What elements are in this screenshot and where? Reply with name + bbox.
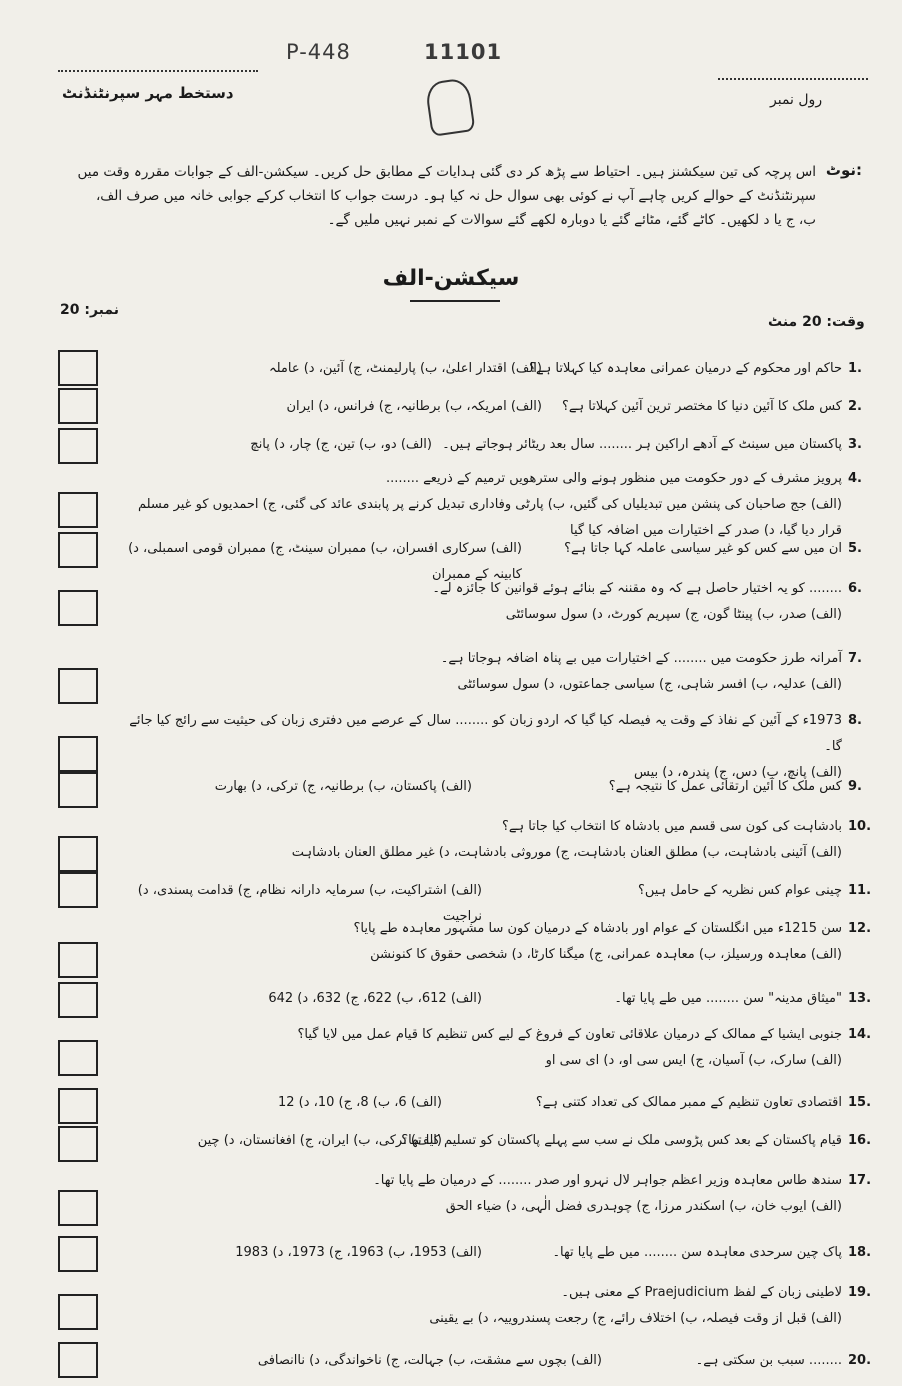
question-9-options: (الف) پاکستان، ب) برطانیہ، ج) ترکی، د) بھارت (214, 779, 472, 794)
question-text: ........ کو یہ اختیار حاصل ہے کہ وہ مقننہ کے بنائے ہوئے قوانین کا جائزہ لے۔ (432, 581, 842, 596)
question-number: 19. (848, 1285, 872, 1300)
answer-box-4[interactable] (58, 492, 98, 528)
question-options: (الف) عدلیہ، ب) افسر شاہی، ج) سیاسی جماعتوں، د) سول سوسائٹی (457, 677, 842, 692)
question-13-options: (الف) 612، ب) 622، ج) 632، د) 642 (268, 991, 482, 1006)
question-number: 5. (848, 541, 862, 556)
question-number: 3. (848, 437, 862, 452)
question-text: جنوبی ایشیا کے ممالک کے درمیان علاقائی تعاون کے فروغ کے لیے کس تنظیم کا قیام عمل میں لایا گیا؟ (297, 1027, 842, 1042)
question-number: 15. (848, 1095, 872, 1110)
note-label: نوٹ: (825, 161, 862, 179)
paper-code: P-448 (286, 40, 351, 64)
answer-box-3[interactable] (58, 428, 98, 464)
answer-box-19[interactable] (58, 1294, 98, 1330)
question-number: 17. (848, 1173, 872, 1188)
question-number: 4. (848, 471, 862, 486)
question-text: بادشاہت کی کون سی قسم میں بادشاہ کا انتخاب کیا جاتا ہے؟ (501, 819, 842, 834)
question-text: چینی عوام کس نظریہ کے حامل ہیں؟ (637, 883, 842, 898)
answer-box-6[interactable] (58, 590, 98, 626)
answer-box-15[interactable] (58, 1088, 98, 1124)
question-number: 20. (848, 1353, 872, 1368)
question-number: 12. (848, 921, 872, 936)
question-number: 18. (848, 1245, 872, 1260)
question-options: (الف) سارک، ب) آسیان، ج) ایس سی او، د) ای سی او (545, 1053, 842, 1068)
question-number: 6. (848, 581, 862, 596)
question-2-options: (الف) امریکہ، ب) برطانیہ، ج) فرانس، د) ایران (286, 399, 542, 414)
answer-box-5[interactable] (58, 532, 98, 568)
question-text: اقتصادی تعاون تنظیم کے ممبر ممالک کی تعداد کتنی ہے؟ (535, 1095, 842, 1110)
section-underline (410, 300, 500, 302)
question-18-options: (الف) 1953، ب) 1963، ج) 1973، د) 1983 (235, 1245, 482, 1260)
question-19 (112, 1280, 874, 1332)
question-number: 7. (848, 651, 862, 666)
question-text: لاطینی زبان کے لفظ Praejudicium کے معنی ہیں۔ (561, 1285, 842, 1300)
question-text: ........ سبب بن سکتی ہے۔ (695, 1353, 842, 1368)
question-4 (112, 466, 874, 544)
question-12 (112, 916, 874, 968)
question-7 (112, 646, 874, 698)
answer-box-13[interactable] (58, 982, 98, 1018)
question-number: 1. (848, 361, 862, 376)
question-number: 8. (848, 713, 862, 728)
question-text: پاک چین سرحدی معاہدہ سن ........ میں طے پایا تھا۔ (552, 1245, 842, 1260)
answer-box-1[interactable] (58, 350, 98, 386)
answer-box-17[interactable] (58, 1190, 98, 1226)
question-number: 11. (848, 883, 872, 898)
answer-box-11[interactable] (58, 872, 98, 908)
question-options: (الف) آئینی بادشاہت، ب) مطلق العنان بادشاہت، ج) موروثی بادشاہت، د) غیر مطلق العنان بادشاہت (291, 845, 842, 860)
question-number: 14. (848, 1027, 872, 1042)
section-title: سیکشن-الف (382, 266, 520, 291)
time-allowed: وقت: 20 منٹ (768, 314, 865, 330)
answer-box-2[interactable] (58, 388, 98, 424)
roll-number-label: رول نمبر (770, 92, 823, 108)
question-text: ان میں سے کس کو غیر سیاسی عاملہ کہا جاتا ہے؟ (564, 541, 842, 556)
question-options: (الف) معاہدہ ورسیلز، ب) معاہدہ عمرانی، ج) میگنا کارٹا، د) شخصی حقوق کا کنونشن (370, 947, 842, 962)
question-1-options: (الف) اقتدار اعلیٰ، ب) پارلیمنٹ، ج) آئین، د) عاملہ (268, 361, 542, 376)
question-text: سندھ طاس معاہدہ وزیر اعظم جواہر لال نہرو اور صدر ........ کے درمیان طے پایا تھا۔ (373, 1173, 842, 1188)
question-options: (الف) پانچ، ب) دس، ج) پندرہ، د) بیس (634, 765, 842, 780)
question-number: 10. (848, 819, 872, 834)
question-14 (112, 1022, 874, 1074)
question-text: "میثاق مدینہ" سن ........ میں طے پایا تھا۔ (614, 991, 842, 1006)
question-number: 13. (848, 991, 872, 1006)
answer-box-8[interactable] (58, 736, 98, 772)
answer-box-16[interactable] (58, 1126, 98, 1162)
question-17 (112, 1168, 874, 1220)
paper-number: 11101 (424, 40, 503, 64)
question-text: 1973ء کے آئین کے نفاذ کے وقت یہ فیصلہ کیا گیا کہ اردو زبان کو ........ سال کے عرصے میں دفتری زبان کی حیثیت سے رائج کیا جائے گا۔ (129, 713, 842, 754)
question-3-options: (الف) دو، ب) تین، ج) چار، د) پانچ (250, 437, 432, 452)
superintendent-signature-line[interactable] (58, 70, 258, 72)
question-text: کس ملک کا آئین ارتقائی عمل کا نتیجہ ہے؟ (608, 779, 842, 794)
question-15-options: (الف) 6، ب) 8، ج) 10، د) 12 (277, 1095, 442, 1110)
question-options: (الف) ایوب خان، ب) اسکندر مرزا، ج) چوہدری فضل الٰہی، د) ضیاء الحق (445, 1199, 842, 1214)
question-6 (112, 576, 874, 628)
question-text: پاکستان میں سینٹ کے آدھے اراکین ہر ........ سال بعد ریٹائر ہوجاتے ہیں۔ (442, 437, 842, 452)
answer-box-20[interactable] (58, 1342, 98, 1378)
answer-box-18[interactable] (58, 1236, 98, 1272)
stamp-icon (424, 77, 475, 137)
question-16-options: (الف) ترکی، ب) ایران، ج) افغانستان، د) چین (197, 1133, 442, 1148)
question-text: پرویز مشرف کے دور حکومت میں منظور ہونے والی سترھویں ترمیم کے ذریعے ........ (385, 471, 842, 486)
roll-number-field[interactable] (718, 78, 868, 80)
question-11-options: (الف) اشتراکیت، ب) سرمایہ دارانہ نظام، ج) قدامت پسندی، د) نراجیت (137, 883, 482, 924)
question-options: (الف) قبل از وقت فیصلہ، ب) اختلاف رائے، ج) رجعت پسندروییہ، د) بے یقینی (429, 1311, 842, 1326)
question-text: سن 1215ء میں انگلستان کے عوام اور بادشاہ کے درمیان کون سا مشہور معاہدہ طے پایا؟ (353, 921, 842, 936)
answer-box-10[interactable] (58, 836, 98, 872)
instructions-note: اس پرچہ کی تین سیکشنز ہیں۔ احتیاط سے پڑھ کر دی گئی ہدایات کے مطابق حل کریں۔ سیکشن-الف کے جوابات مقررہ وقت میں سپرنٹنڈنٹ کے حوالے کریں چاہے آپ نے کوئی بھی سوال حل نہ کیا ہو۔ درست جواب کا انتخاب کرکے جوابی خانہ میں صرف الف، ب، ج یا د لکھیں۔ کاٹے گئے، مٹائے گئے یا دوبارہ لکھے گئے سوالات کے نمبر نہیں ملیں گے۔ (77, 164, 816, 228)
question-text: آمرانہ طرز حکومت میں ........ کے اختیارات میں بے پناہ اضافہ ہوجاتا ہے۔ (440, 651, 842, 666)
question-number: 9. (848, 779, 862, 794)
question-20-options: (الف) بچوں سے مشقت، ب) جہالت، ج) ناخواندگی، د) ناانصافی (257, 1353, 602, 1368)
question-text: کس ملک کا آئین دنیا کا مختصر ترین آئین کہلاتا ہے؟ (562, 399, 842, 414)
answer-box-14[interactable] (58, 1040, 98, 1076)
question-options: (الف) جج صاحبان کی پنشن میں تبدیلیاں کی گئیں، ب) پارٹی وفاداری تبدیل کرنے پر پابندی عائد کی گئی، ج) احمدیوں کو غیر مسلم قرار دیا گیا، د) صدر کے اختیارات میں اضافہ کیا گیا (137, 497, 842, 538)
total-marks: نمبر: 20 (60, 302, 120, 318)
question-text: حاکم اور محکوم کے درمیان عمرانی معاہدہ کیا کہلاتا ہے؟ (529, 361, 842, 376)
answer-box-9[interactable] (58, 772, 98, 808)
answer-box-12[interactable] (58, 942, 98, 978)
question-text: قیام پاکستان کے بعد کس پڑوسی ملک نے سب سے پہلے پاکستان کو تسلیم کیا تھا؟ (401, 1133, 842, 1148)
question-number: 16. (848, 1133, 872, 1148)
answer-box-7[interactable] (58, 668, 98, 704)
question-number: 2. (848, 399, 862, 414)
question-options: (الف) صدر، ب) پینٹا گون، ج) سپریم کورٹ، د) سول سوسائٹی (505, 607, 842, 622)
question-5-options: (الف) سرکاری افسران، ب) ممبران سینٹ، ج) ممبران قومی اسمبلی، د) کابینہ کے ممبران (128, 541, 522, 582)
superintendent-label: دستخط مہر سپرنٹنڈنٹ (62, 84, 234, 102)
question-10 (112, 814, 874, 866)
